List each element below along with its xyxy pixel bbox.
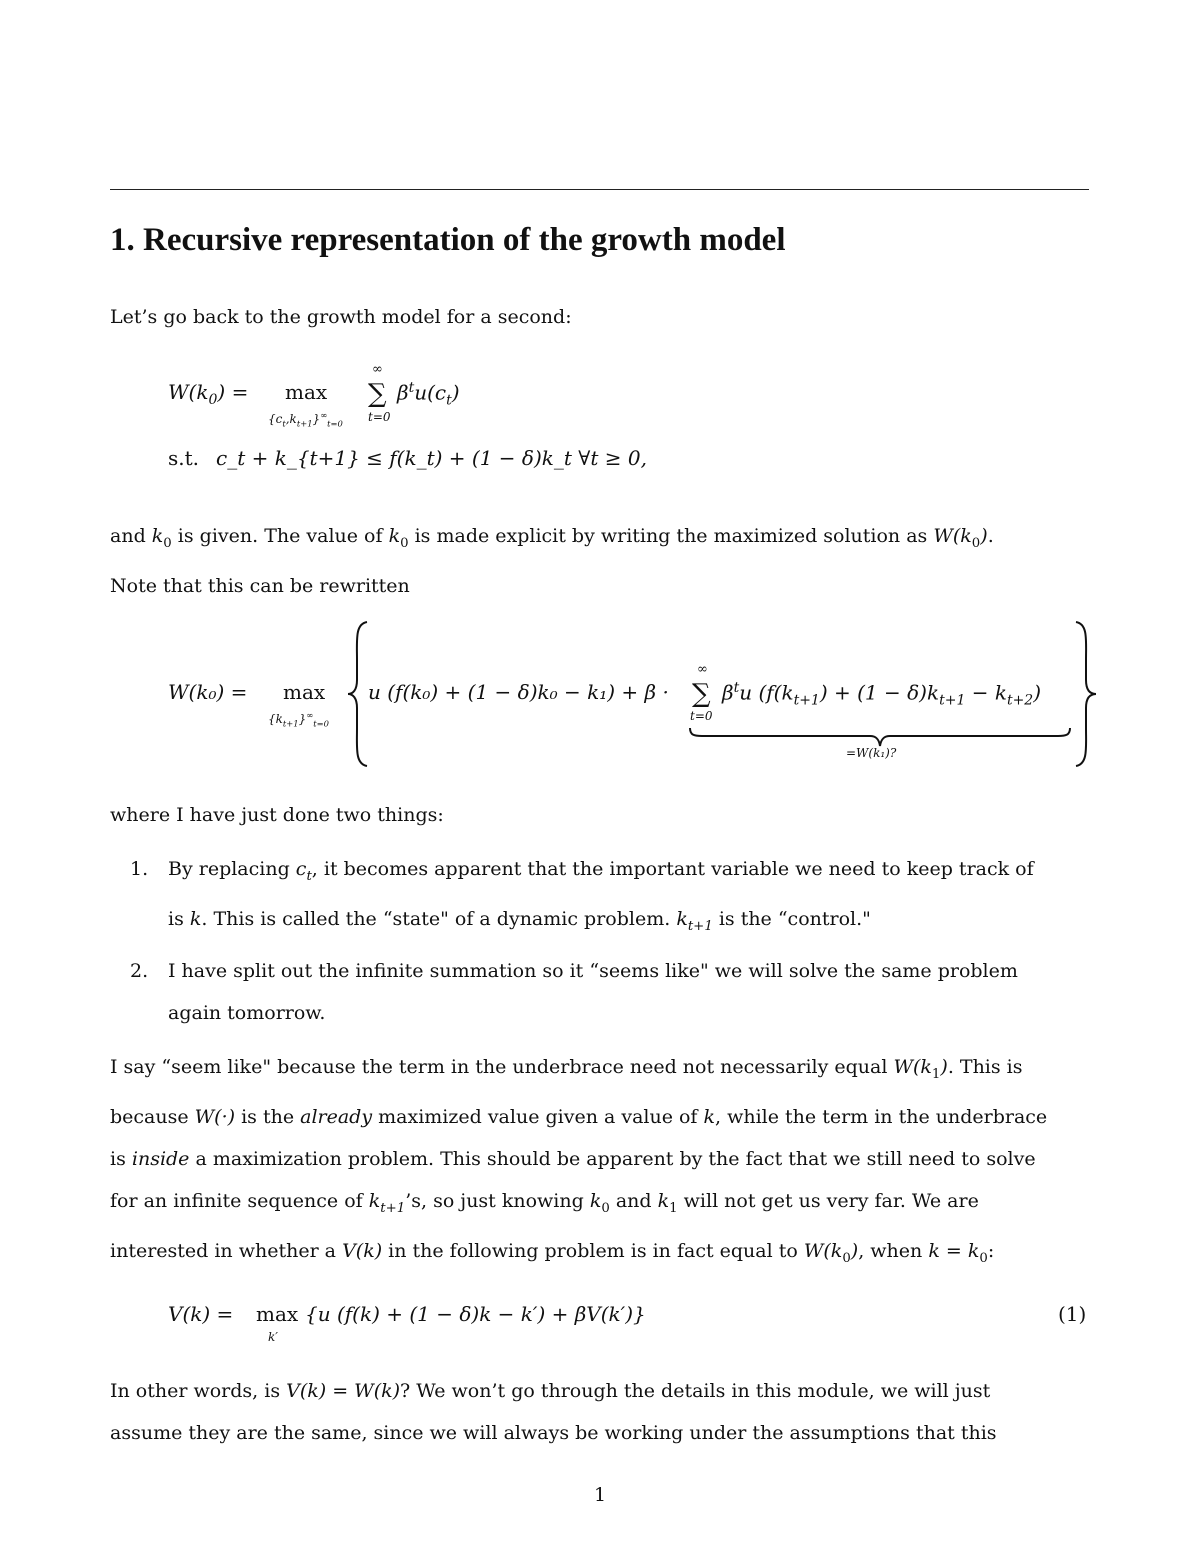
para-where: where I have just done two things: — [110, 804, 444, 826]
eq-rewrite-body-right: $\beta^tu$ $(f(k_{t+1}) + (1 - \delta)k_{t+1} - k_{t+2})$ — [722, 680, 1042, 709]
eq-problem-body: $\beta^tu(c_t)$ — [397, 380, 460, 409]
right-brace-icon — [1070, 620, 1100, 768]
eq-rewrite-lhs: W(k₀) = — [168, 680, 248, 704]
eq-bellman-number: (1) — [1058, 1302, 1087, 1326]
para-final: In other words, is V(k) = W(k)? We won’t go through the details in this module, we will just assume they are the same, since we will always be working under the assumptions that this — [110, 1380, 997, 1444]
list-text-2: I have split out the infinite summation so it “seems like" we will solve the same problem again tomorrow. — [168, 960, 1018, 1024]
eq-problem-sum-top: ∞ — [372, 362, 383, 377]
list-text-1: By replacing $c_t$, it becomes apparent that the important variable we need to keep track of is k. This is called the “state" of a dynamic problem. $k_{t+1}$ is the “control." — [168, 858, 1034, 934]
eq-rewrite-max: max — [283, 680, 326, 704]
eq-rewrite-sum-bottom: t=0 — [690, 709, 713, 723]
eq-problem-constraint: c_t + k_{t+1} ≤ f(k_t) + (1 − δ)k_t ∀t ≥ 0, — [216, 446, 647, 470]
eq-problem-max: max — [285, 380, 328, 404]
list-number-2: 2. — [130, 960, 149, 982]
eq-problem-sum: ∑ — [368, 379, 387, 409]
eq-problem-st-label: s.t. — [168, 446, 200, 470]
underbrace-icon — [688, 726, 1072, 748]
eq-bellman-max-under: k′ — [268, 1330, 278, 1344]
eq-rewrite-max-under: $\{k_{t+1}\}^\infty_{t=0}$ — [268, 710, 329, 729]
eq-rewrite-body-left: u (f(k₀) + (1 − δ)k₀ − k₁) + β · — [368, 680, 669, 704]
eq-rewrite-sum: ∑ — [692, 679, 711, 709]
eq-problem-max-under: $\{c_t,k_{t+1}\}^\infty_{t=0}$ — [268, 410, 343, 429]
para-given: and $k_0$ is given. The value of $k_0$ is made explicit by writing the maximized solution as $W(k_0)$. Note that this can be rewritten — [110, 525, 994, 597]
eq-problem-lhs: $W(k_0)$ = — [168, 380, 249, 408]
eq-bellman-body: {u (f(k) + (1 − δ)k − k′) + βV(k′)} — [305, 1302, 646, 1326]
page-number: 1 — [593, 1484, 607, 1506]
eq-problem-sum-bottom: t=0 — [368, 410, 391, 424]
intro-paragraph: Let’s go back to the growth model for a second: — [110, 306, 572, 328]
list-number-1: 1. — [130, 858, 149, 880]
eq-bellman-lhs: V(k) = — [168, 1302, 234, 1326]
para-seem: I say “seem like" because the term in the underbrace need not necessarily equal $W(k_1)$. This is because W(·) is the already maximized value given a value of k, while the term in the underbrace is inside a maximization problem. This should be apparent by the fact that we still need to solve for an infinite sequence of $k_{t+1}’s$, so just knowing $k_0$ and $k_1$ will not get us very far. We are interested in whether a V(k) in the following problem is in fact equal to $W(k_0)$, when $k = k_0$: — [110, 1056, 1048, 1266]
section-title: 1. Recursive representation of the growth model — [110, 222, 786, 258]
eq-bellman-max: max — [256, 1302, 299, 1326]
top-rule — [110, 189, 1089, 190]
underbrace-label: =W(k₁)? — [846, 746, 897, 760]
eq-rewrite-sum-top: ∞ — [697, 662, 708, 677]
